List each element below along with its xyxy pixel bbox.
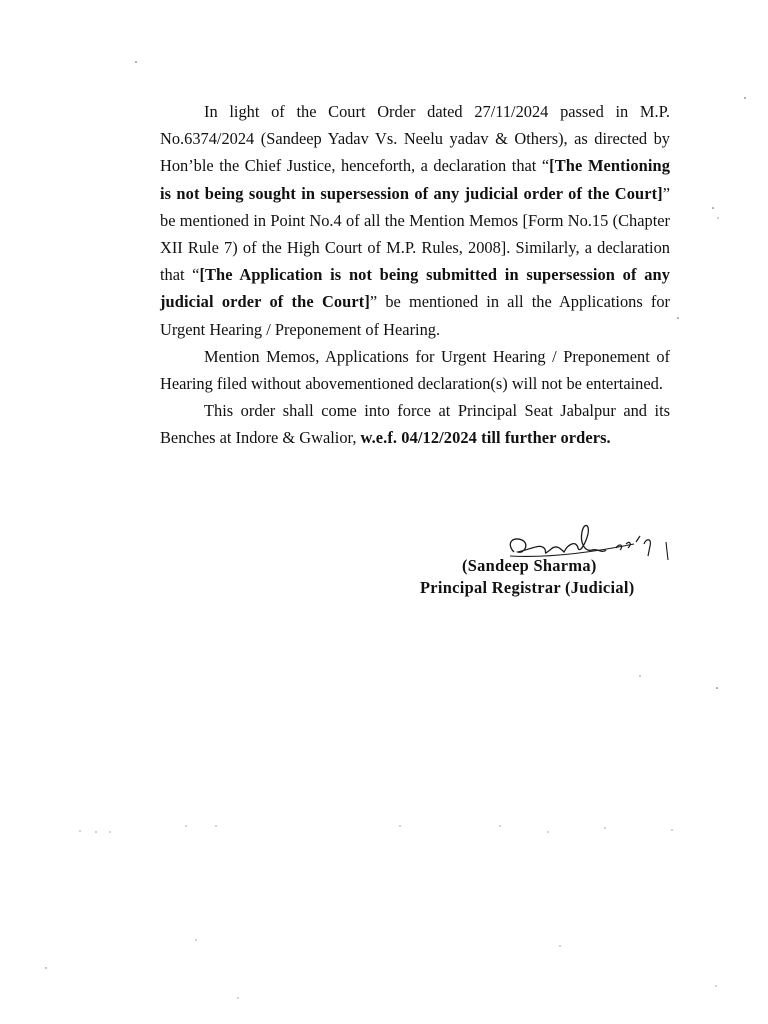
text-segment: This order shall come into force at Principal Seat Jabalpur and its Benches at Indore & Gwalior,	[160, 401, 670, 448]
text-segment: ” be mentioned in all the Applications for Urgent Hearing / Preponement of Hearing.	[160, 292, 670, 339]
signature-block	[414, 514, 674, 604]
bold-declaration-mentioning: [The Mentioning is not being sought in supersession of any judicial order of the Court]	[160, 156, 670, 203]
signatory-name: (Sandeep Sharma)	[462, 556, 597, 575]
paragraph-consequence	[160, 343, 670, 397]
bold-declaration-application: [The Application is not being submitted in supersession of any judicial order of the Court]	[160, 265, 670, 312]
text-segment: Mention Memos, Applications for Urgent Hearing / Preponement of Hearing filed without abovementioned declaration(s) will not be entertained.	[160, 346, 670, 394]
paragraph-declaration	[160, 98, 670, 343]
bold-effective-date: w.e.f. 04/12/2024 till further orders.	[360, 428, 611, 448]
signatory-designation: Principal Registrar (Judicial)	[420, 578, 635, 597]
paragraph-effective-date	[160, 397, 670, 451]
text-segment: In light of the Court Order dated 27/11/2024 passed in M.P. No.6374/2024 (Sandeep Yadav Vs. Neelu yadav & Others), as directed by Hon’ble the Chief Justice, henceforth, a declaration that “	[160, 102, 670, 176]
order-body	[160, 98, 670, 452]
text-segment: ” be mentioned in Point No.4 of all the Mention Memos [Form No.15 (Chapter XII Rule 7) of the High Court of M.P. Rules, 2008]. Similarly, a declaration that “	[160, 183, 670, 285]
